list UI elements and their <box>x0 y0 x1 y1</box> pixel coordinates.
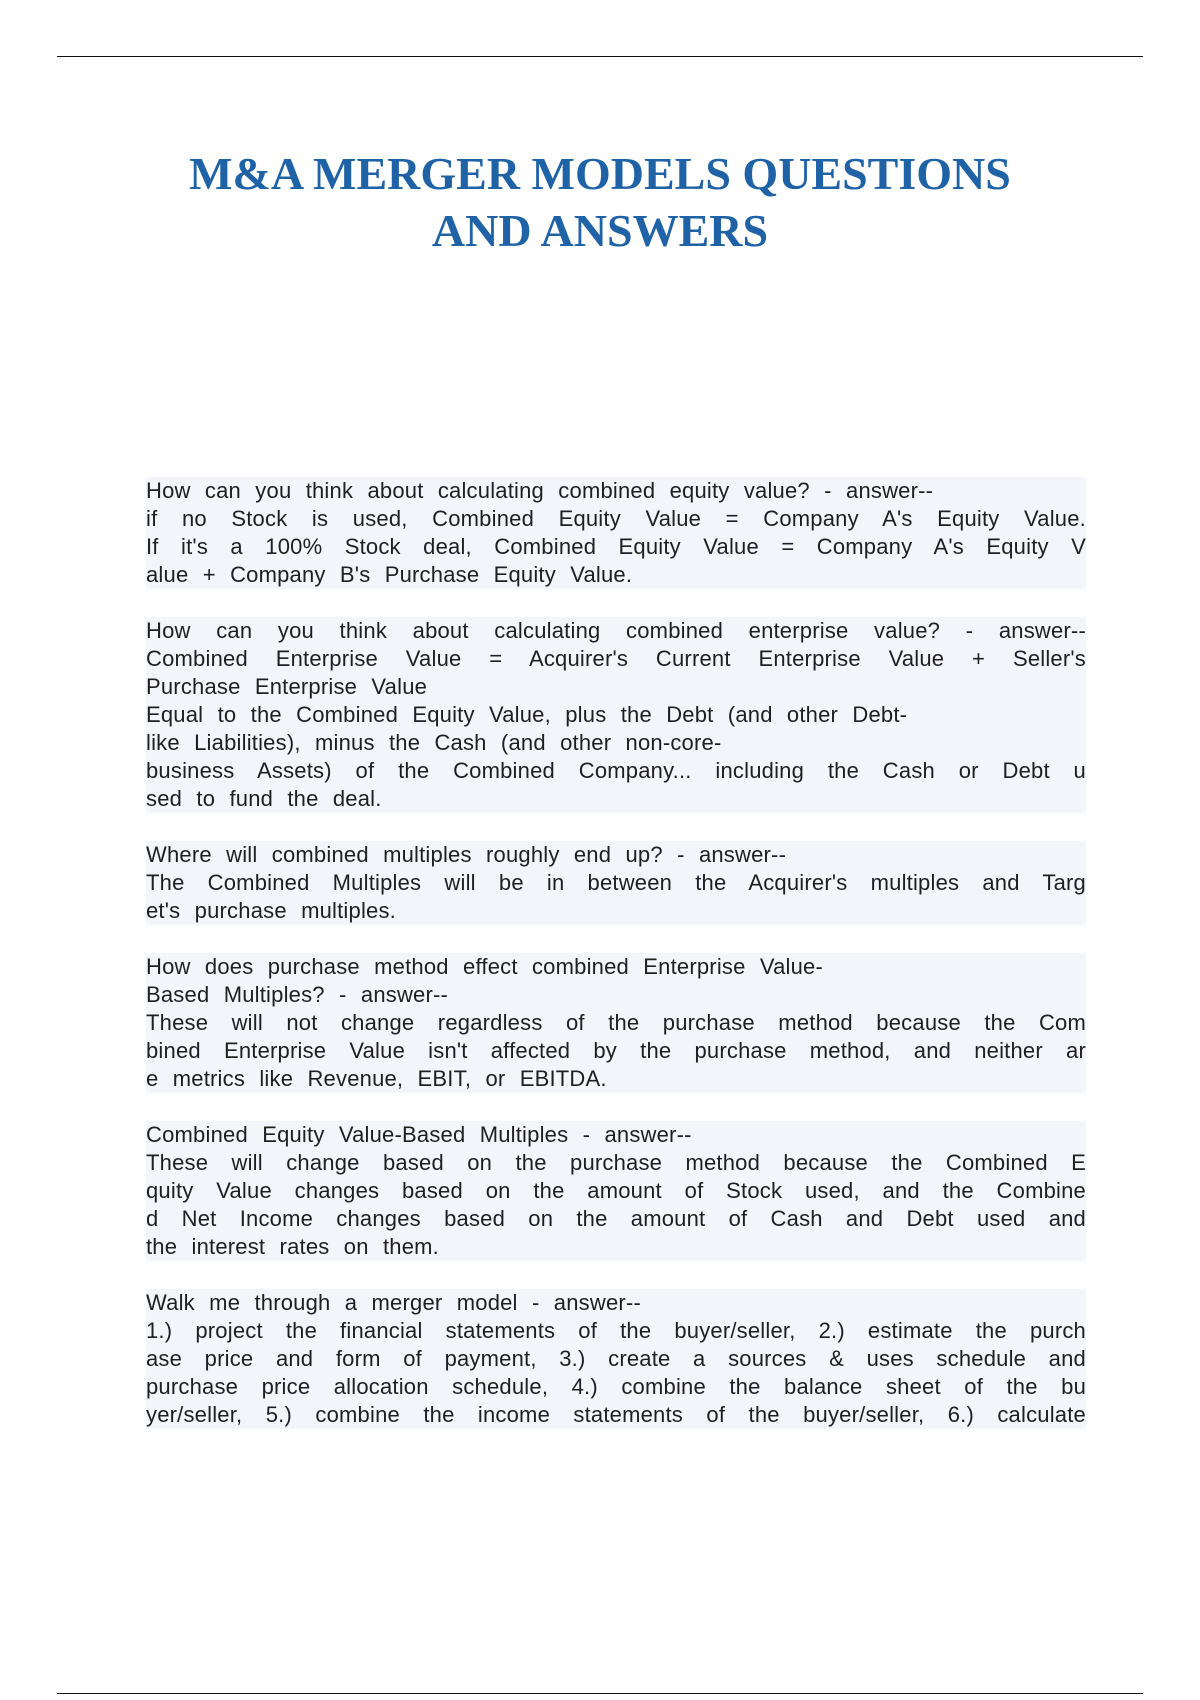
qa-text-line: ase price and form of payment, 3.) create a sources & uses schedule and <box>146 1346 1086 1371</box>
qa-text-line: business Assets) of the Combined Company... including the Cash or Debt u <box>146 758 1086 783</box>
title-line-2: AND ANSWERS <box>431 205 769 256</box>
qa-entry <box>146 1121 1086 1261</box>
qa-text-line: if no Stock is used, Combined Equity Value = Company A's Equity Value. <box>146 506 1086 531</box>
qa-text-line: 1.) project the financial statements of the buyer/seller, 2.) estimate the purch <box>146 1318 1086 1343</box>
qa-entry <box>146 617 1086 813</box>
qa-text-line: Equal to the Combined Equity Value, plus the Debt (and other Debt- <box>146 701 1086 729</box>
top-rule <box>57 56 1143 57</box>
qa-text-line: These will change based on the purchase method because the Combined E <box>146 1150 1086 1175</box>
qa-text-line: These will not change regardless of the purchase method because the Com <box>146 1010 1086 1035</box>
qa-entry <box>146 1289 1086 1429</box>
qa-text-line: e metrics like Revenue, EBIT, or EBITDA. <box>146 1065 1086 1093</box>
qa-text-line: the interest rates on them. <box>146 1233 1086 1261</box>
qa-entry <box>146 477 1086 589</box>
qa-question-line: Where will combined multiples roughly end up? - answer-- <box>146 841 1086 869</box>
bottom-rule <box>57 1693 1143 1694</box>
qa-content <box>146 477 1086 1457</box>
qa-text-line: Based Multiples? - answer-- <box>146 981 1086 1009</box>
qa-text-line: yer/seller, 5.) combine the income statements of the buyer/seller, 6.) calculate <box>146 1402 1086 1427</box>
document-title <box>100 145 1100 259</box>
qa-text-line: If it's a 100% Stock deal, Combined Equity Value = Company A's Equity V <box>146 534 1086 559</box>
title-line-1: M&A MERGER MODELS QUESTIONS <box>189 148 1011 199</box>
qa-text-line: like Liabilities), minus the Cash (and other non-core- <box>146 729 1086 757</box>
qa-text-line: quity Value changes based on the amount of Stock used, and the Combine <box>146 1178 1086 1203</box>
qa-entry <box>146 953 1086 1093</box>
qa-text-line: bined Enterprise Value isn't affected by the purchase method, and neither ar <box>146 1038 1086 1063</box>
qa-question-line: How does purchase method effect combined Enterprise Value- <box>146 953 1086 981</box>
qa-question-line: Combined Equity Value-Based Multiples - answer-- <box>146 1121 1086 1149</box>
qa-text-line: sed to fund the deal. <box>146 785 1086 813</box>
qa-question-line: How can you think about calculating combined enterprise value? - answer-- <box>146 618 1086 643</box>
qa-question-line: How can you think about calculating combined equity value? - answer-- <box>146 477 1086 505</box>
qa-entry <box>146 841 1086 925</box>
qa-text-line: alue + Company B's Purchase Equity Value. <box>146 561 1086 589</box>
qa-question-line: Walk me through a merger model - answer-- <box>146 1289 1086 1317</box>
qa-text-line: d Net Income changes based on the amount of Cash and Debt used and <box>146 1206 1086 1231</box>
qa-text-line: The Combined Multiples will be in between the Acquirer's multiples and Targ <box>146 870 1086 895</box>
qa-text-line: Purchase Enterprise Value <box>146 673 1086 701</box>
qa-text-line: Combined Enterprise Value = Acquirer's Current Enterprise Value + Seller's <box>146 646 1086 671</box>
qa-text-line: et's purchase multiples. <box>146 897 1086 925</box>
qa-text-line: purchase price allocation schedule, 4.) combine the balance sheet of the bu <box>146 1374 1086 1399</box>
